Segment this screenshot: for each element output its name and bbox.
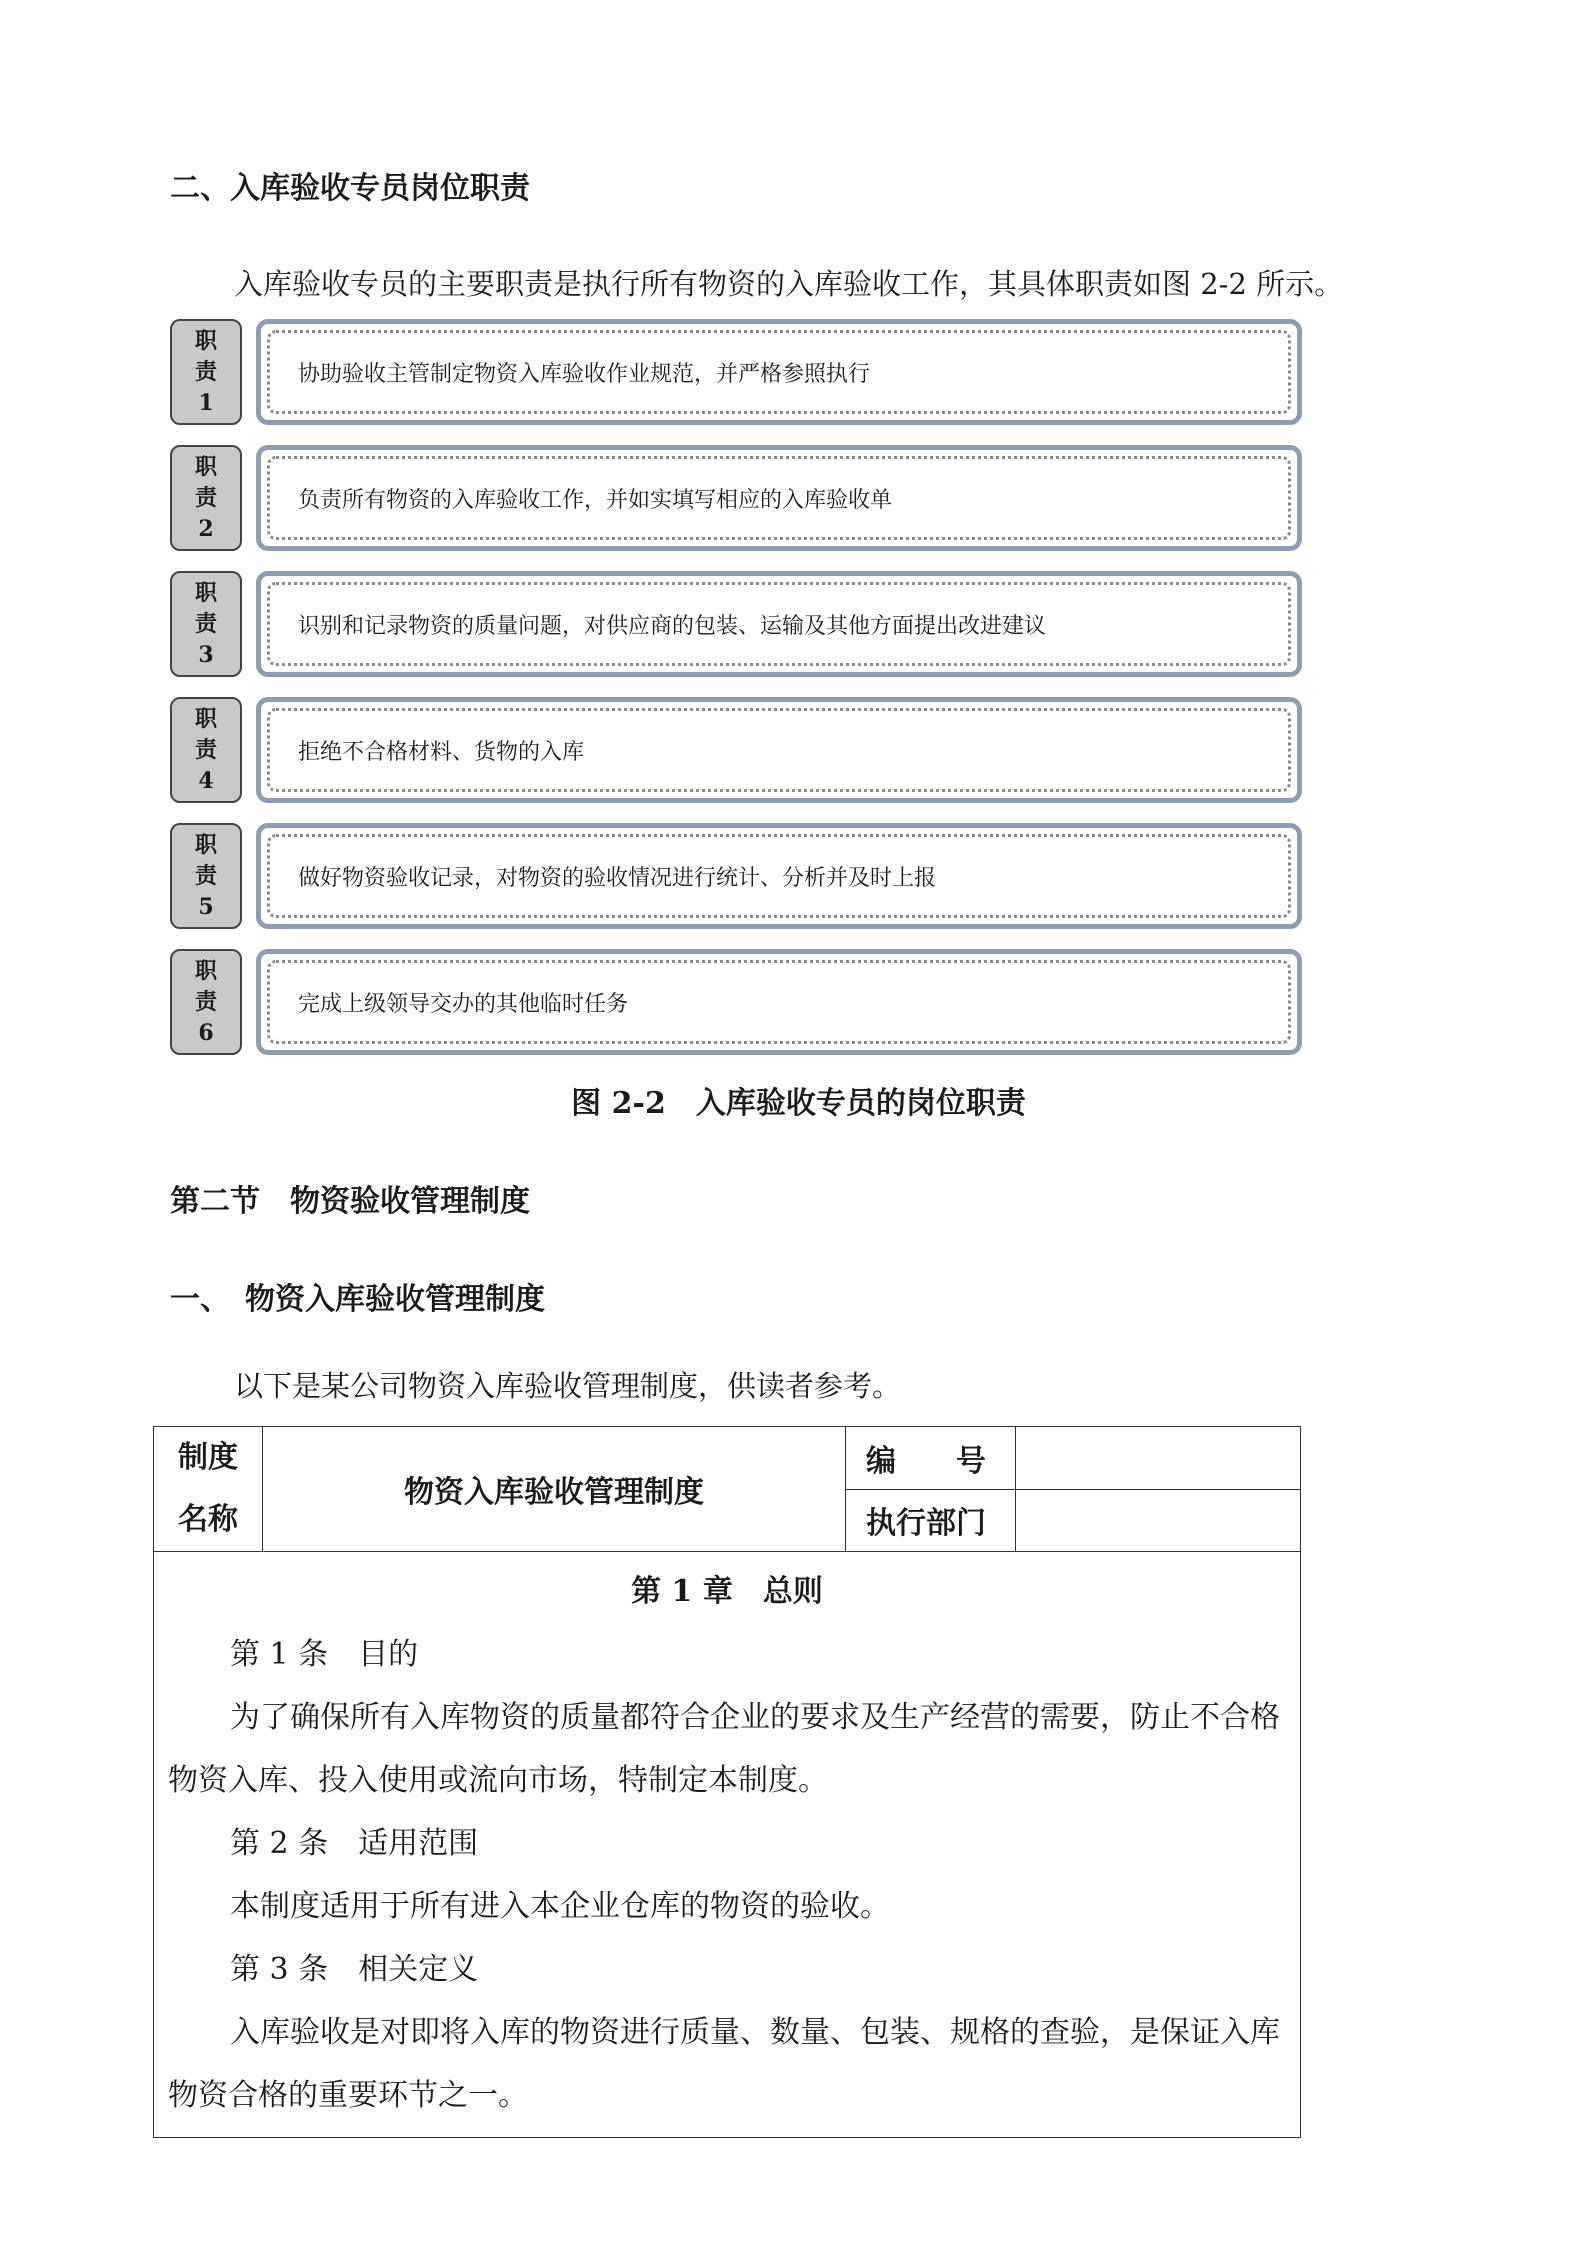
duty-box	[256, 823, 1302, 929]
policy-name-label-line: 制度	[178, 1440, 238, 1475]
duty-tag-char: 责	[194, 610, 217, 637]
duty-tag	[170, 949, 242, 1055]
article-text: 入库验收是对即将入库的物资进行质量、数量、包装、规格的查验，是保证入库物资合格的重要环节之一。	[168, 2015, 1280, 2113]
article-text: 为了确保所有入库物资的质量都符合企业的要求及生产经营的需要，防止不合格物资入库、投入使用或流向市场，特制定本制度。	[168, 1700, 1280, 1798]
duty-text: 识别和记录物资的质量问题，对供应商的包装、运输及其他方面提出改进建议	[267, 582, 1291, 666]
duty-text: 拒绝不合格材料、货物的入库	[267, 708, 1291, 792]
duty-tag-number: 5	[198, 893, 214, 920]
article-text: 本制度适用于所有进入本企业仓库的物资的验收。	[230, 1889, 890, 1924]
duty-tag-char: 职	[194, 579, 217, 606]
chapter-title: 第 1 章 总则	[631, 1574, 823, 1609]
duty-tag-number: 4	[198, 767, 214, 794]
article-title: 第 1 条 目的	[230, 1637, 419, 1672]
intro-paragraph: 入库验收专员的主要职责是执行所有物资的入库验收工作，其具体职责如图 2-2 所示。	[234, 267, 1344, 301]
duty-tag	[170, 319, 242, 425]
duty-tag-char: 职	[194, 327, 217, 354]
duty-text: 做好物资验收记录，对物资的验收情况进行统计、分析并及时上报	[267, 834, 1291, 918]
duty-tag-char: 责	[194, 862, 217, 889]
duty-tag-char: 职	[194, 705, 217, 732]
section-2-heading: 第二节 物资验收管理制度	[170, 1184, 530, 1219]
duty-box	[256, 697, 1302, 803]
duty-tag-char: 责	[194, 736, 217, 763]
policy-name-label	[154, 1427, 263, 1552]
duty-tag-char: 职	[194, 453, 217, 480]
article-title: 第 2 条 适用范围	[230, 1826, 479, 1861]
duty-tag-char: 职	[194, 957, 217, 984]
duty-text: 负责所有物资的入库验收工作，并如实填写相应的入库验收单	[267, 456, 1291, 540]
department-value	[1016, 1489, 1301, 1552]
duty-tag	[170, 571, 242, 677]
duty-tag-number: 3	[198, 641, 214, 668]
policy-name-label-line: 名称	[178, 1502, 238, 1537]
policy-table	[153, 1426, 1301, 2138]
policy-title: 物资入库验收管理制度	[263, 1427, 846, 1552]
number-label: 编 号	[846, 1427, 1016, 1490]
duty-tag	[170, 445, 242, 551]
duty-tag-number: 2	[198, 515, 214, 542]
policy-body	[154, 1552, 1301, 2138]
department-label: 执行部门	[846, 1489, 1016, 1552]
number-value	[1016, 1427, 1301, 1490]
duty-tag-char: 职	[194, 831, 217, 858]
table-intro: 以下是某公司物资入库验收管理制度，供读者参考。	[234, 1369, 902, 1403]
duty-box	[256, 571, 1302, 677]
duty-tag	[170, 697, 242, 803]
duty-text: 协助验收主管制定物资入库验收作业规范，并严格参照执行	[267, 330, 1291, 414]
duty-tag-number: 1	[198, 389, 214, 416]
section-heading: 二、入库验收专员岗位职责	[170, 171, 530, 206]
duty-tag-char: 责	[194, 484, 217, 511]
duty-text: 完成上级领导交办的其他临时任务	[267, 960, 1291, 1044]
duty-tag-char: 责	[194, 358, 217, 385]
article-title: 第 3 条 相关定义	[230, 1952, 479, 1987]
duty-box	[256, 949, 1302, 1055]
subsection-heading: 一、 物资入库验收管理制度	[170, 1282, 545, 1317]
figure-caption: 图 2-2 入库验收专员的岗位职责	[571, 1086, 1026, 1121]
duty-tag-char: 责	[194, 988, 217, 1015]
duty-box	[256, 445, 1302, 551]
duty-tag-number: 6	[198, 1019, 214, 1046]
duty-tag	[170, 823, 242, 929]
duty-box	[256, 319, 1302, 425]
